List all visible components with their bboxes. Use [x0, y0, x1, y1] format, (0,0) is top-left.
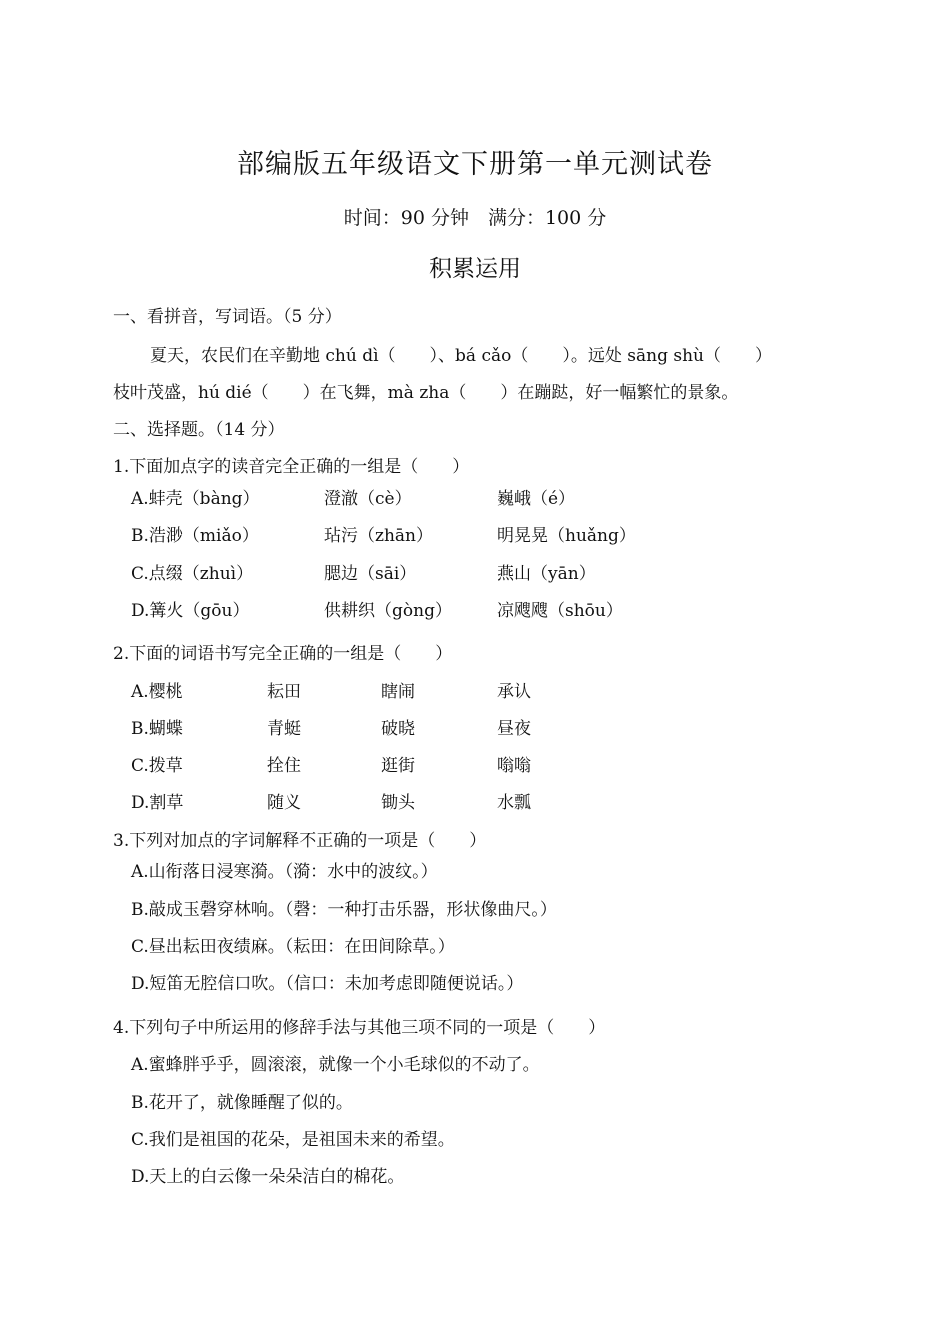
part1-text-line1: 夏天，农民们在辛勤地 chú dì（ ）、bá cǎo（ ）。远处 sāng shù（ ）: [150, 346, 772, 366]
q2-option-d-3: 锄头: [381, 793, 415, 813]
section-title: 积累运用: [429, 256, 521, 282]
q1-option-b-1: B.浩渺（miǎo）: [131, 526, 259, 546]
q2-stem: 2.下面的词语书写完全正确的一组是（ ）: [113, 644, 453, 664]
q1-option-d-1: D.篝火（gōu）: [131, 601, 250, 621]
q1-option-a-2: 澄澈（cè）: [324, 489, 412, 509]
q2-option-a-3: 瞎闹: [381, 682, 415, 702]
q1-option-d-3: 凉飕飕（shōu）: [497, 601, 623, 621]
q2-option-d-2: 随义: [267, 793, 301, 813]
q1-option-a-3: 巍峨（é）: [497, 489, 576, 509]
part2-heading: 二、选择题。（14 分）: [113, 420, 285, 440]
q2-option-a-2: 耘田: [267, 682, 301, 702]
q4-stem: 4.下列句子中所运用的修辞手法与其他三项不同的一项是（ ）: [113, 1018, 606, 1038]
q2-option-a-1: A.樱桃: [131, 682, 183, 702]
q3-option-c: C.昼出耘田夜绩麻。（耘田：在田间除草。）: [131, 937, 455, 957]
q2-option-b-3: 破晓: [381, 719, 415, 739]
part1-heading: 一、看拼音，写词语。（5 分）: [113, 307, 342, 327]
q2-option-c-3: 逛街: [381, 756, 415, 776]
q3-option-a: A.山衔落日浸寒漪。（漪：水中的波纹。）: [131, 862, 438, 882]
q1-stem: 1.下面加点字的读音完全正确的一组是（ ）: [113, 457, 470, 477]
q1-option-a-1: A.蚌壳（bàng）: [131, 489, 260, 509]
q4-option-d: D.天上的白云像一朵朵洁白的棉花。: [131, 1167, 405, 1187]
q2-option-b-2: 青蜓: [267, 719, 301, 739]
q2-option-c-4: 嗡嗡: [497, 756, 531, 776]
q2-option-d-4: 水瓢: [497, 793, 531, 813]
q4-option-c: C.我们是祖国的花朵，是祖国未来的希望。: [131, 1130, 455, 1150]
q2-option-a-4: 承认: [497, 682, 531, 702]
q1-option-b-2: 玷污（zhān）: [324, 526, 433, 546]
q1-option-d-2: 供耕织（gòng）: [324, 601, 452, 621]
q3-option-b: B.敲成玉磬穿林响。（磬：一种打击乐器，形状像曲尺。）: [131, 900, 557, 920]
q2-option-b-1: B.蝴蝶: [131, 719, 183, 739]
part1-text-line2: 枝叶茂盛，hú dié（ ）在飞舞，mà zha（ ）在蹦跶，好一幅繁忙的景象。: [113, 383, 739, 403]
exam-time-score: 时间：90 分钟 满分：100 分: [343, 207, 607, 229]
q2-option-c-2: 拴住: [267, 756, 301, 776]
q3-stem: 3.下列对加点的字词解释不正确的一项是（ ）: [113, 831, 487, 851]
q4-option-a: A.蜜蜂胖乎乎，圆滚滚，就像一个小毛球似的不动了。: [131, 1055, 540, 1075]
q1-option-b-3: 明晃晃（huǎng）: [497, 526, 636, 546]
q1-option-c-3: 燕山（yān）: [497, 564, 596, 584]
q2-option-b-4: 昼夜: [497, 719, 531, 739]
q1-option-c-1: C.点缀（zhuì）: [131, 564, 254, 584]
q2-option-c-1: C.拨草: [131, 756, 183, 776]
q4-option-b: B.花开了，就像睡醒了似的。: [131, 1093, 353, 1113]
q2-option-d-1: D.割草: [131, 793, 184, 813]
page-title: 部编版五年级语文下册第一单元测试卷: [237, 149, 713, 180]
q1-option-c-2: 腮边（sāi）: [324, 564, 417, 584]
q3-option-d: D.短笛无腔信口吹。（信口：未加考虑即随便说话。）: [131, 974, 524, 994]
